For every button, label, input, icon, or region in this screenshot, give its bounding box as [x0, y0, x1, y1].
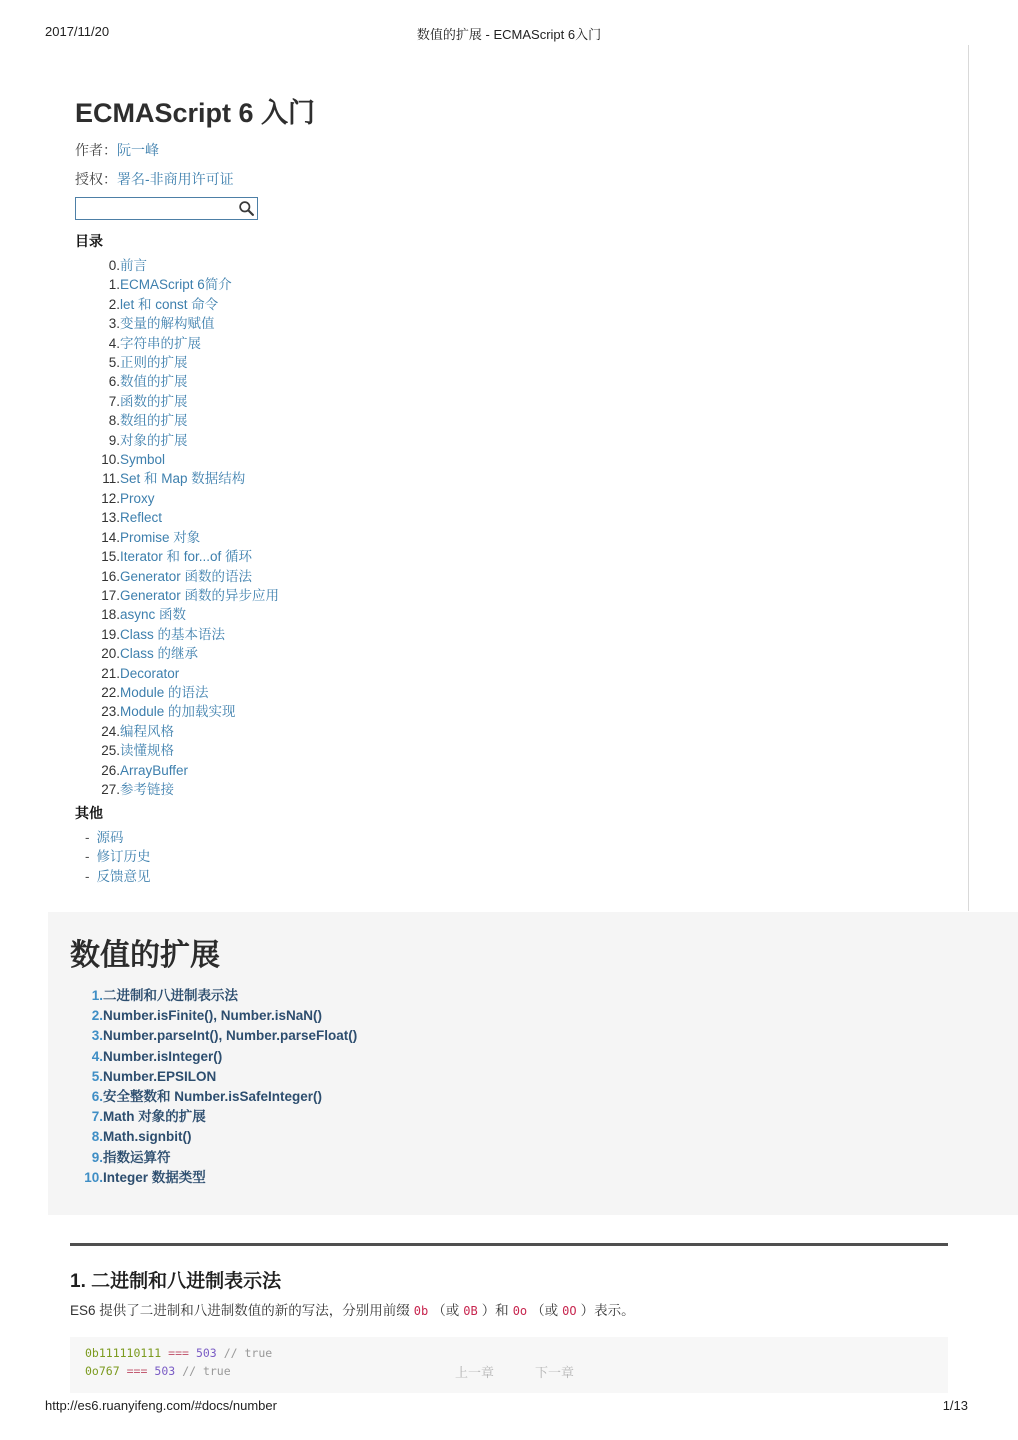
sidebar-panel — [45, 45, 969, 911]
toc-item-number: 19. — [101, 626, 120, 642]
toc-item — [75, 372, 279, 391]
code-token-operator: === — [168, 1346, 189, 1360]
prev-chapter-link[interactable]: 上一章 — [455, 1365, 495, 1380]
toc-item — [75, 722, 279, 741]
toc-item — [75, 586, 279, 605]
toc-item — [75, 334, 279, 353]
toc-item — [75, 295, 279, 314]
toc-item-link[interactable]: 前言 — [120, 258, 147, 273]
toc-item-number: 3. — [108, 316, 120, 332]
para-text: （或 — [531, 1303, 559, 1318]
toc-item-number: 26. — [101, 762, 120, 778]
toc-item-link[interactable]: Proxy — [120, 490, 155, 506]
author-link[interactable]: 阮一峰 — [117, 142, 159, 158]
toc-item — [75, 256, 279, 275]
toc-item-number: 13. — [101, 510, 120, 526]
code-token-number: 503 — [154, 1363, 176, 1378]
toc-item-link[interactable]: Decorator — [120, 665, 180, 681]
toc-item-link[interactable]: Class 的基本语法 — [120, 626, 226, 642]
chapter-toc-number: 2. — [91, 1008, 103, 1024]
toc-item-link[interactable]: 对象的扩展 — [120, 432, 188, 448]
inline-code-0B: 0B — [463, 1304, 478, 1318]
license-link[interactable]: 署名-非商用许可证 — [117, 171, 234, 187]
toc-item-number: 4. — [108, 335, 120, 351]
license-label: 授权： — [75, 171, 117, 187]
chapter-toc-link[interactable]: 二进制和八进制表示法 — [103, 988, 238, 1003]
toc-item — [75, 683, 279, 702]
chapter-toc-item — [83, 1026, 357, 1046]
toc-item-link[interactable]: let 和 const 命令 — [120, 296, 219, 312]
chapter-toc-item — [83, 1107, 357, 1127]
other-link[interactable]: 修订历史 — [96, 849, 151, 865]
code-token-operator: === — [126, 1363, 148, 1378]
toc-item-link[interactable]: 数值的扩展 — [120, 374, 188, 390]
toc-item-number: 0. — [108, 258, 120, 273]
dash-bullet: - — [85, 830, 90, 845]
toc-item — [75, 450, 279, 469]
toc-item-number: 23. — [101, 704, 120, 720]
license-line — [75, 169, 234, 189]
toc-item — [75, 314, 279, 333]
para-text: （或 — [432, 1303, 460, 1318]
toc-item-link[interactable]: Symbol — [120, 452, 166, 468]
chapter-toc-number: 6. — [91, 1089, 103, 1105]
section-divider — [70, 1243, 948, 1246]
code-token-comment: // true — [223, 1346, 273, 1360]
chapter-pager — [455, 1362, 574, 1381]
chapter-toc-item — [83, 1087, 357, 1107]
toc-item — [75, 411, 279, 430]
toc-item-link[interactable]: 编程风格 — [120, 723, 174, 739]
toc-item-number: 14. — [101, 529, 120, 545]
toc-item-link[interactable]: Class 的继承 — [120, 646, 199, 662]
toc-item-number: 2. — [108, 296, 120, 312]
toc-item-number: 18. — [101, 607, 120, 623]
toc-item — [75, 567, 279, 586]
toc-item-link[interactable]: 变量的解构赋值 — [120, 316, 215, 332]
dash-bullet: - — [85, 868, 90, 884]
chapter-toc-link[interactable]: Integer 数据类型 — [103, 1169, 206, 1185]
toc-item — [75, 528, 279, 547]
para-text: ）和 — [481, 1303, 509, 1318]
inline-code-0O: 0O — [562, 1304, 577, 1318]
print-footer-url: http://es6.ruanyifeng.com/#docs/number — [45, 1398, 277, 1413]
chapter-toc-item — [83, 1067, 357, 1087]
toc-item-number: 27. — [101, 781, 120, 797]
toc-item-link[interactable]: Promise 对象 — [120, 529, 201, 545]
toc-item — [75, 625, 279, 644]
toc-item-link[interactable]: Generator 函数的异步应用 — [120, 587, 280, 603]
code-line — [85, 1345, 933, 1363]
section-paragraph — [70, 1301, 930, 1321]
toc-item-number: 6. — [108, 374, 120, 390]
code-token-literal: 0b111110111 — [85, 1346, 162, 1360]
chapter-toc-number: 9. — [91, 1149, 103, 1165]
toc-item — [75, 392, 279, 411]
toc-item — [75, 664, 279, 683]
toc-item — [75, 761, 279, 780]
chapter-toc-link[interactable]: Math.signbit() — [103, 1129, 192, 1145]
chapter-toc-number: 8. — [91, 1129, 103, 1145]
other-link-item — [85, 867, 151, 886]
toc-item-link[interactable]: 读懂规格 — [120, 743, 174, 759]
code-token-comment: // true — [182, 1363, 231, 1378]
toc-item-number: 20. — [101, 646, 120, 662]
toc-item-link[interactable]: 参考链接 — [120, 781, 174, 797]
chapter-toc-number: 7. — [91, 1109, 103, 1125]
toc-item — [75, 741, 279, 760]
toc-heading: 目录 — [75, 233, 103, 249]
toc-item-link[interactable]: Reflect — [120, 510, 163, 526]
toc-item-link[interactable]: Set 和 Map 数据结构 — [120, 471, 246, 487]
toc-item-link[interactable]: Generator 函数的语法 — [120, 568, 253, 584]
toc-item-link[interactable]: 数组的扩展 — [120, 413, 188, 429]
chapter-toc-item — [83, 986, 357, 1006]
book-toc-list — [75, 256, 279, 799]
toc-item-number: 9. — [108, 432, 120, 448]
chapter-toc-item — [83, 1006, 357, 1026]
chapter-toc-item — [83, 1168, 357, 1188]
toc-item-link[interactable]: ArrayBuffer — [120, 762, 189, 778]
toc-item-number: 5. — [108, 355, 120, 371]
code-token-number: 503 — [195, 1346, 217, 1360]
toc-item-number: 24. — [101, 723, 120, 739]
other-link[interactable]: 源码 — [96, 830, 124, 845]
chapter-toc-link[interactable]: Number.isFinite(), Number.isNaN() — [103, 1008, 323, 1024]
toc-item-number: 17. — [101, 587, 120, 603]
print-header-title: 数值的扩展 - ECMAScript 6入门 — [416, 27, 602, 42]
toc-item — [75, 605, 279, 624]
toc-item-number: 11. — [102, 471, 120, 487]
next-chapter-link[interactable]: 下一章 — [535, 1365, 575, 1380]
author-line — [75, 140, 159, 160]
toc-item — [75, 275, 279, 294]
chapter-toc-item — [83, 1127, 357, 1147]
chapter-toc-link[interactable]: Number.EPSILON — [103, 1068, 217, 1084]
other-heading: 其他 — [75, 805, 103, 821]
toc-item — [75, 780, 279, 799]
chapter-toc-list — [83, 986, 357, 1188]
toc-item-number: 22. — [101, 684, 120, 700]
chapter-toc-number: 4. — [91, 1048, 103, 1064]
toc-item-number: 8. — [108, 413, 120, 429]
inline-code-0b: 0b — [413, 1304, 429, 1318]
toc-item-number: 12. — [101, 490, 120, 506]
toc-item — [75, 644, 279, 663]
chapter-toc-link[interactable]: 指数运算符 — [103, 1149, 171, 1165]
inline-code-0o: 0o — [512, 1304, 528, 1318]
toc-item-link[interactable]: Module 的加载实现 — [120, 704, 236, 720]
search-box — [75, 197, 258, 220]
toc-item-number: 16. — [101, 568, 120, 584]
code-token-literal: 0o767 — [85, 1363, 120, 1378]
chapter-toc-link[interactable]: 安全整数和 Number.isSafeInteger() — [103, 1089, 323, 1105]
search-icon[interactable] — [238, 200, 255, 217]
print-header-date: 2017/11/20 — [45, 24, 110, 39]
toc-item — [75, 353, 279, 372]
search-input[interactable] — [75, 197, 258, 220]
section-heading: 1. 二进制和八进制表示法 — [70, 1271, 282, 1292]
toc-item-link[interactable]: Module 的语法 — [120, 684, 209, 700]
toc-item-number: 21. — [101, 665, 120, 681]
toc-item — [75, 508, 279, 527]
book-title: ECMAScript 6 入门 — [75, 98, 316, 128]
chapter-toc-number: 5. — [91, 1068, 103, 1084]
chapter-toc-number: 3. — [91, 1028, 103, 1044]
chapter-toc-item — [83, 1047, 357, 1067]
other-link-item — [85, 828, 151, 847]
other-links-list — [85, 828, 151, 886]
chapter-toc-item — [83, 1148, 357, 1168]
chapter-toc-link[interactable]: Number.parseInt(), Number.parseFloat() — [103, 1028, 358, 1044]
para-text: ）表示。 — [580, 1303, 635, 1318]
toc-item-link[interactable]: Iterator 和 for...of 循环 — [120, 549, 253, 565]
toc-item — [75, 431, 279, 450]
other-link-item — [85, 847, 151, 866]
toc-item-link[interactable]: 正则的扩展 — [120, 355, 188, 371]
toc-item — [75, 469, 279, 488]
toc-item-link[interactable]: ECMAScript 6简介 — [120, 277, 232, 293]
toc-item-link[interactable]: 函数的扩展 — [120, 393, 188, 409]
toc-item — [75, 702, 279, 721]
chapter-toc-link[interactable]: Number.isInteger() — [103, 1048, 223, 1064]
chapter-toc-number: 1. — [91, 988, 103, 1003]
toc-item-number: 1. — [108, 277, 120, 293]
toc-item-link[interactable]: async 函数 — [120, 607, 187, 623]
toc-item-number: 7. — [108, 393, 120, 409]
print-footer-page: 1/13 — [942, 1398, 968, 1413]
chapter-title: 数值的扩展 — [70, 939, 220, 972]
toc-item-number: 15. — [101, 549, 120, 565]
toc-item-number: 25. — [101, 743, 120, 759]
chapter-toc-number: 10. — [84, 1169, 103, 1185]
chapter-header-band — [48, 912, 1018, 1215]
toc-item-link[interactable]: 字符串的扩展 — [120, 335, 201, 351]
author-label: 作者： — [75, 142, 117, 158]
toc-item — [75, 489, 279, 508]
para-text: ES6 提供了二进制和八进制数值的新的写法，分别用前缀 — [70, 1303, 410, 1318]
chapter-toc-link[interactable]: Math 对象的扩展 — [103, 1109, 206, 1125]
toc-item — [75, 547, 279, 566]
dash-bullet: - — [85, 849, 90, 865]
toc-item-number: 10. — [101, 452, 120, 468]
other-link[interactable]: 反馈意见 — [96, 868, 151, 884]
